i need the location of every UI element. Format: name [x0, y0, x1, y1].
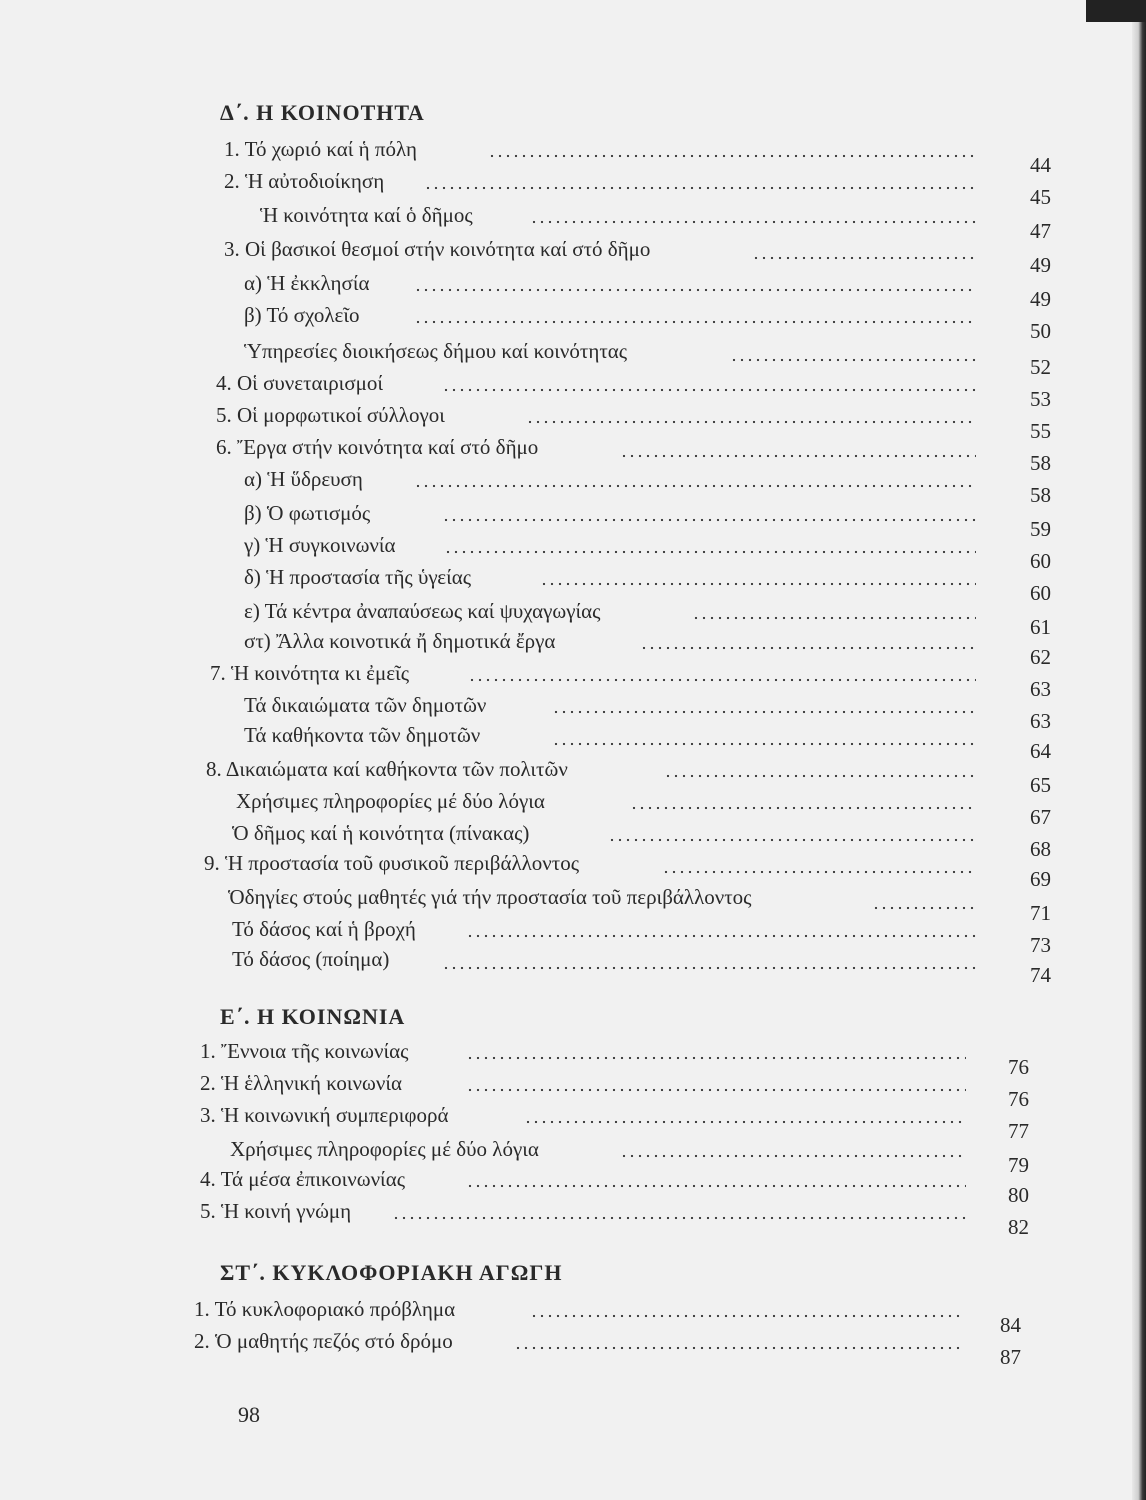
toc-page-number: 59 [1030, 517, 1051, 541]
dot-leader [468, 678, 976, 682]
toc-entry [0, 300, 1146, 343]
toc-entry [0, 626, 1146, 669]
toc-page-number: 76 [1008, 1087, 1029, 1111]
toc-page-number: 71 [1030, 901, 1051, 925]
dot-leader [630, 806, 976, 810]
dot-leader [752, 256, 976, 260]
toc-entry-title: 7. Ἡ κοινότητα κι ἐμεῖς [210, 661, 410, 685]
toc-entry-title: β) Ὁ φωτισμός [244, 501, 371, 525]
dot-leader [424, 186, 976, 190]
toc-entry-title: γ) Ἡ συγκοινωνία [244, 533, 396, 557]
toc-page-number: 53 [1030, 387, 1051, 411]
toc-page-number: 80 [1008, 1183, 1029, 1207]
dot-leader [664, 774, 976, 778]
toc-entry-title: Ὁδηγίες στούς μαθητές γιά τήν προστασία τοῦ περιβάλλοντος [228, 885, 752, 909]
dot-leader [414, 288, 976, 292]
toc-page-number: 69 [1030, 867, 1051, 891]
section-heading: Ε΄. Η ΚΟΙΝΩΝΙΑ [220, 1004, 406, 1029]
toc-entry-title: 4. Τά μέσα ἐπικοινωνίας [200, 1167, 406, 1191]
toc-entry [0, 464, 1146, 507]
toc-page-number: 77 [1008, 1119, 1029, 1143]
toc-entry-title: 4. Οἱ συνεταιρισμοί [216, 371, 384, 395]
toc-entry-title: Ὑπηρεσίες διοικήσεως δήμου καί κοινότητας [244, 339, 628, 363]
toc-page-number: 63 [1030, 677, 1051, 701]
toc-entry [0, 562, 1146, 605]
toc-entry-title: 3. Οἱ βασικοί θεσμοί στήν κοινότητα καί στό δῆμο [224, 237, 651, 261]
toc-page-number: 58 [1030, 483, 1051, 507]
toc-entry-title: Τό δάσος (ποίημα) [232, 947, 390, 971]
toc-page-number: 79 [1008, 1153, 1029, 1177]
toc-page-number: 67 [1030, 805, 1051, 829]
dot-leader [466, 934, 976, 938]
toc-entry-title: 8. Δικαιώματα καί καθήκοντα τῶν πολιτῶν [206, 757, 568, 781]
dot-leader [466, 1088, 966, 1092]
toc-entry [0, 1164, 1146, 1207]
dot-leader [414, 484, 976, 488]
dot-leader [530, 1314, 964, 1318]
toc-entry-title: β) Τό σχολεῖο [244, 303, 360, 327]
dot-leader [442, 388, 976, 392]
toc-entry [0, 400, 1146, 443]
toc-entry [0, 234, 1146, 277]
toc-entry-title: 1. Τό κυκλοφοριακό πρόβλημα [194, 1297, 456, 1321]
toc-entry [0, 336, 1146, 379]
dot-leader [608, 838, 976, 842]
toc-page-number: 49 [1030, 287, 1051, 311]
toc-entry-title: α) Ἡ ἐκκλησία [244, 271, 370, 295]
toc-page-number: 61 [1030, 615, 1051, 639]
dot-leader [640, 646, 976, 650]
toc-entry-title: Τό δάσος καί ἡ βροχή [232, 917, 416, 941]
toc-entry-title: 9. Ἡ προστασία τοῦ φυσικοῦ περιβάλλοντος [204, 851, 580, 875]
page-folio-number: 98 [238, 1402, 260, 1427]
toc-page-number: 82 [1008, 1215, 1029, 1239]
dot-leader [442, 966, 976, 970]
toc-entry-title: α) Ἡ ὕδρευση [244, 467, 363, 491]
dot-leader [692, 616, 976, 620]
dot-leader [524, 1120, 966, 1124]
toc-entry-title: Χρήσιμες πληροφορίες μέ δύο λόγια [230, 1137, 539, 1161]
toc-page-number: 60 [1030, 549, 1051, 573]
dot-leader [540, 582, 976, 586]
section-heading: ΣΤ΄. ΚΥΚΛΟΦΟΡΙΑΚΗ ΑΓΩΓΗ [220, 1260, 563, 1285]
toc-page-number: 64 [1030, 739, 1051, 763]
toc-entry [0, 944, 1146, 987]
toc-entry-title: 2. Ὁ μαθητής πεζός στό δρόμο [194, 1329, 453, 1353]
toc-entry [0, 200, 1146, 243]
dot-leader [444, 550, 976, 554]
dot-leader [466, 1056, 966, 1060]
toc-page-number: 68 [1030, 837, 1051, 861]
toc-entry [0, 818, 1146, 861]
toc-entry-title: ε) Τά κέντρα ἀναπαύσεως καί ψυχαγωγίας [244, 599, 601, 623]
toc-entry [0, 914, 1146, 957]
dot-leader [552, 742, 976, 746]
toc-page-number: 47 [1030, 219, 1051, 243]
toc-entry [0, 268, 1146, 311]
toc-entry [0, 166, 1146, 209]
toc-page-number: 45 [1030, 185, 1051, 209]
dot-leader [730, 358, 976, 362]
toc-entry-title: 1. Ἔννοια τῆς κοινωνίας [200, 1039, 409, 1063]
toc-page-number: 52 [1030, 355, 1051, 379]
toc-entry [0, 658, 1146, 701]
toc-entry [0, 754, 1146, 797]
toc-entry [0, 1326, 1146, 1369]
section-heading: Δ΄. Η ΚΟΙΝΟΤΗΤΑ [220, 100, 425, 125]
dot-leader [526, 420, 976, 424]
toc-entry [0, 882, 1146, 925]
dot-leader [414, 320, 976, 324]
dot-leader [662, 870, 976, 874]
toc-entry-title: Ὁ δῆμος καί ἡ κοινότητα (πίνακας) [232, 821, 530, 845]
toc-page-number: 58 [1030, 451, 1051, 475]
toc-entry [0, 432, 1146, 475]
dot-leader [488, 154, 976, 158]
dot-leader [392, 1216, 966, 1220]
toc-page-number: 65 [1030, 773, 1051, 797]
toc-entry-title: 2. Ἡ αὐτοδιοίκηση [224, 169, 385, 193]
toc-page-number: 84 [1000, 1313, 1021, 1337]
toc-entry-title: δ) Ἡ προστασία τῆς ὑγείας [244, 565, 472, 589]
toc-entry-title: Ἡ κοινότητα καί ὁ δῆμος [260, 203, 473, 227]
page-corner-shadow [1086, 0, 1146, 22]
toc-entry-title: Τά καθήκοντα τῶν δημοτῶν [244, 723, 481, 747]
toc-entry [0, 1068, 1146, 1111]
toc-entry [0, 134, 1146, 177]
toc-entry-title: 5. Οἱ μορφωτικοί σύλλογοι [216, 403, 445, 427]
toc-entry-title: 5. Ἡ κοινή γνώμη [200, 1199, 352, 1223]
toc-page-number: 50 [1030, 319, 1051, 343]
toc-entry-title: 2. Ἡ ἑλληνική κοινωνία [200, 1071, 402, 1095]
dot-leader [620, 454, 976, 458]
toc-entry [0, 786, 1146, 829]
toc-entry-title: Χρήσιμες πληροφορίες μέ δύο λόγια [236, 789, 545, 813]
toc-page-number: 44 [1030, 153, 1051, 177]
dot-leader [466, 1184, 966, 1188]
toc-page-number: 74 [1030, 963, 1051, 987]
toc-page-number: 49 [1030, 253, 1051, 277]
toc-entry [0, 530, 1146, 573]
dot-leader [514, 1346, 964, 1350]
toc-entry [0, 596, 1146, 639]
toc-entry [0, 498, 1146, 541]
toc-entry [0, 1294, 1146, 1337]
toc-entry [0, 1196, 1146, 1239]
toc-entry [0, 690, 1146, 733]
dot-leader [552, 710, 976, 714]
toc-page-number: 63 [1030, 709, 1051, 733]
toc-page-number: 55 [1030, 419, 1051, 443]
toc-entry-title: Τά δικαιώματα τῶν δημοτῶν [244, 693, 487, 717]
toc-entry-title: 3. Ἡ κοινωνική συμπεριφορά [200, 1103, 449, 1127]
toc-entry-title: 6. Ἔργα στήν κοινότητα καί στό δῆμο [216, 435, 539, 459]
toc-entry [0, 368, 1146, 411]
toc-entry-title: 1. Τό χωριό καί ἡ πόλη [224, 137, 417, 161]
toc-entry [0, 1134, 1146, 1177]
dot-leader [872, 906, 976, 910]
toc-page-number: 73 [1030, 933, 1051, 957]
toc-entry [0, 848, 1146, 891]
dot-leader [442, 518, 976, 522]
toc-page-number: 76 [1008, 1055, 1029, 1079]
dot-leader [620, 1154, 966, 1158]
toc-entry [0, 1036, 1146, 1079]
toc-entry [0, 720, 1146, 763]
toc-entry [0, 1100, 1146, 1143]
toc-page-number: 60 [1030, 581, 1051, 605]
toc-page-number: 87 [1000, 1345, 1021, 1369]
toc-page-number: 62 [1030, 645, 1051, 669]
dot-leader [530, 220, 976, 224]
toc-entry-title: στ) Ἄλλα κοινοτικά ἤ δημοτικά ἔργα [244, 629, 556, 653]
